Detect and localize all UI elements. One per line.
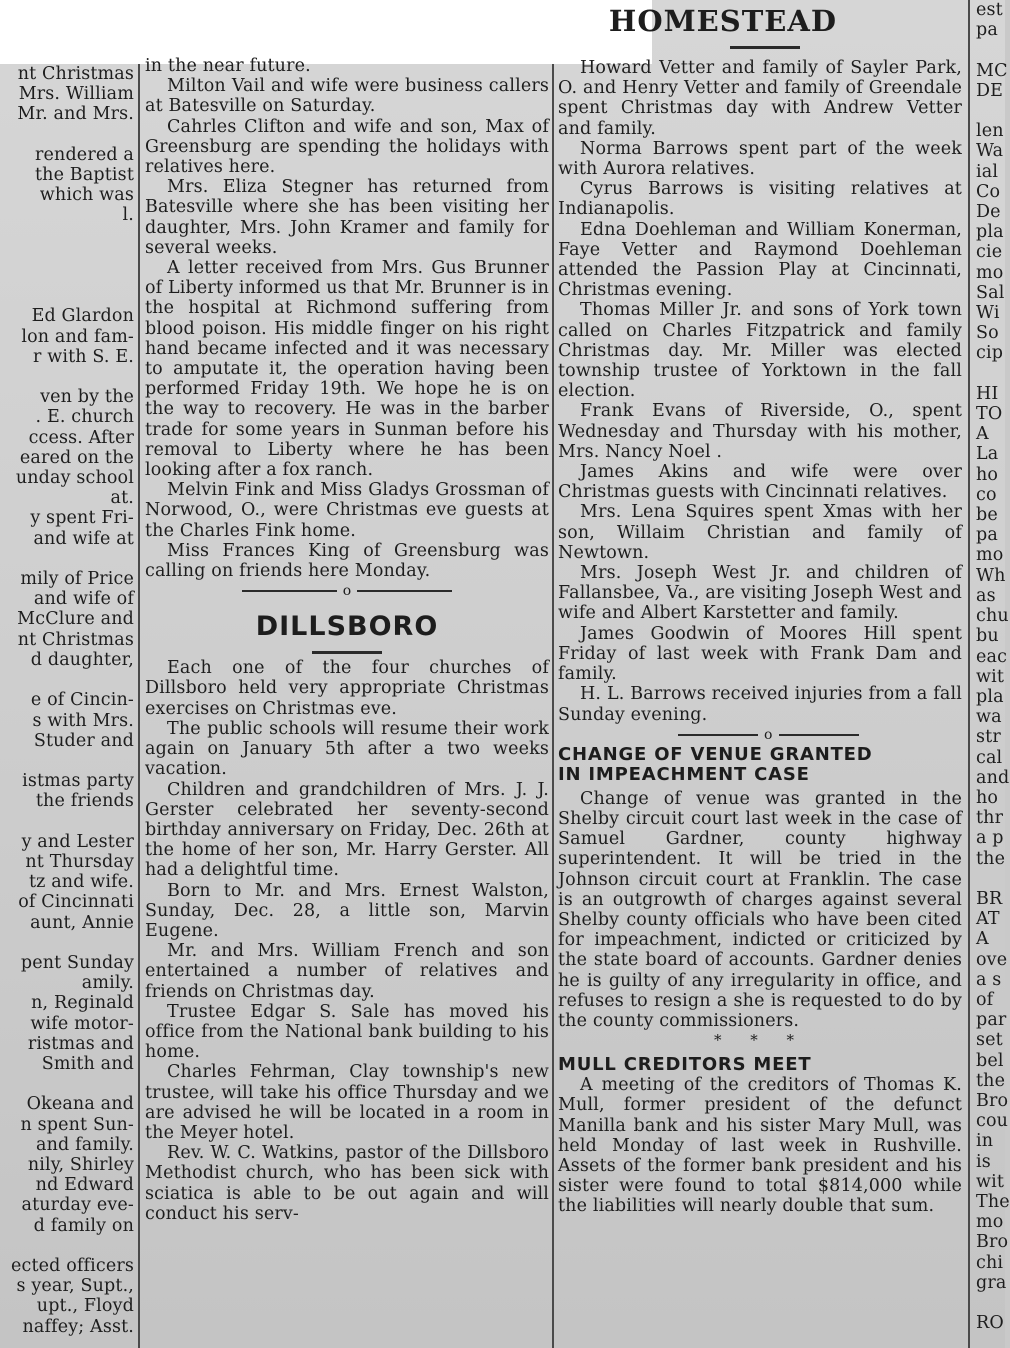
- text-fragment: MC: [976, 60, 1008, 81]
- venue-headline-1: CHANGE OF VENUE GRANTED: [558, 743, 873, 765]
- news-item: Mrs. Lena Squires spent Xmas with her son, Willaim Christian and family of Newtown.: [558, 502, 962, 563]
- text-fragment: lon and fam-: [21, 326, 134, 347]
- text-fragment: a p: [976, 828, 1004, 849]
- text-fragment: [976, 1293, 1005, 1313]
- text-fragment: chu: [976, 606, 1009, 627]
- text-fragment: A: [976, 929, 989, 950]
- local-news-items: [145, 56, 549, 581]
- venue-article-body: Change of venue was granted in the Shelby circuit court last week in the case of Samuel Gardner, county highway superintendent. It will be tried in the Johnson circuit court at Franklin. The case is an outgrowth of charges against several Shelby county officials who have been cited for impeachment, indicted or criticized by the state board of accounts. Gardner denies he is guilty of any irregularity in office, and refuses to resign a she is requested to do by the county commissioners.: [558, 788, 962, 1031]
- text-fragment: aturday eve-: [21, 1195, 134, 1216]
- text-fragment: l.: [122, 205, 134, 226]
- text-fragment: [0, 812, 134, 832]
- text-fragment: len: [976, 121, 1004, 142]
- text-fragment: ove: [976, 949, 1008, 970]
- text-fragment: of Cincinnati: [18, 892, 134, 913]
- text-fragment: chi: [976, 1252, 1004, 1273]
- news-item: Charles Fehrman, Clay township's new trustee, will take his office Thursday and we are advised he will be located in a room in the Meyer hotel.: [145, 1062, 549, 1143]
- text-fragment: and wife of: [33, 589, 134, 610]
- heading-underline: [730, 46, 800, 49]
- text-fragment: Okeana and: [26, 1094, 134, 1115]
- text-fragment: str: [976, 727, 1001, 748]
- text-fragment: n, Reginald: [31, 993, 134, 1014]
- text-fragment: The: [976, 1191, 1010, 1212]
- text-fragment: gra: [976, 1272, 1007, 1293]
- text-fragment: in: [976, 1131, 994, 1152]
- news-item: Children and grandchildren of Mrs. J. J. Gerster celebrated her seventy-second birthday anniversary on Friday, Dec. 26th at the home of her son, Mr. Harry Gerster. All had a delightful time.: [145, 779, 549, 881]
- text-fragment: wit: [976, 666, 1005, 687]
- text-fragment: pa: [976, 20, 998, 41]
- text-fragment: ho: [976, 464, 999, 485]
- text-fragment: eac: [976, 646, 1008, 667]
- text-fragment: cou: [976, 1111, 1009, 1132]
- text-fragment: ristmas and: [27, 1033, 134, 1054]
- news-item: Rev. W. C. Watkins, pastor of the Dillsboro Methodist church, who has been sick with sciatica is able to be out again and will conduct his serv-: [145, 1143, 549, 1224]
- column-rule-2: [552, 64, 554, 1348]
- news-item: Thomas Miller Jr. and sons of York town called on Charles Fitzpatrick and family Christmas day. Mr. Miller was elected township trustee of Yorktown in the fall election.: [558, 300, 962, 402]
- text-fragment: wit: [976, 1171, 1005, 1192]
- text-fragment: tz and wife.: [28, 872, 134, 893]
- text-fragment: naffey; Asst.: [22, 1316, 134, 1337]
- text-fragment: [0, 286, 134, 306]
- text-fragment: [0, 1074, 134, 1094]
- text-fragment: and: [976, 767, 1010, 788]
- text-fragment: So: [976, 323, 999, 344]
- news-item: Mrs. Joseph West Jr. and children of Fallansbee, Va., are visiting Joseph West and wife and Albert Karstetter and family.: [558, 563, 962, 624]
- text-fragment: [0, 266, 134, 286]
- text-fragment: pa: [976, 525, 998, 546]
- text-fragment: HI: [976, 383, 999, 404]
- news-item: Melvin Fink and Miss Gladys Grossman of Norwood, O., were Christmas eve guests at the Charles Fink home.: [145, 480, 549, 541]
- text-fragment: par: [976, 1010, 1007, 1031]
- text-fragment: nily, Shirley: [27, 1154, 134, 1175]
- text-fragment: s with Mrs.: [32, 710, 134, 731]
- news-item: The public schools will resume their work again on January 5th after a two weeks vacation.: [145, 718, 549, 780]
- text-fragment: pla: [976, 686, 1004, 707]
- text-fragment: d daughter,: [30, 649, 134, 670]
- text-fragment: ected officers: [10, 1255, 134, 1276]
- news-item: Cahrles Clifton and wife and son, Max of Greensburg are spending the holidays with relatives here.: [145, 116, 549, 178]
- text-fragment: [0, 125, 134, 145]
- text-fragment: De: [976, 202, 1001, 223]
- text-fragment: ven by the: [40, 387, 134, 408]
- news-item: James Goodwin of Moores Hill spent Friday of last week with Frank Dam and family.: [558, 623, 962, 685]
- text-fragment: rendered a: [35, 144, 134, 165]
- text-fragment: [0, 367, 134, 387]
- blank-paper-area: [0, 0, 652, 64]
- text-fragment: Mr. and Mrs.: [17, 104, 134, 125]
- text-fragment: which was: [39, 185, 134, 206]
- text-fragment: bel: [976, 1050, 1004, 1071]
- text-fragment: [0, 933, 134, 953]
- text-fragment: s year, Supt.,: [16, 1276, 134, 1297]
- section-divider: o: [145, 581, 549, 601]
- text-fragment: pla: [976, 222, 1004, 243]
- text-fragment: eared on the: [19, 447, 134, 468]
- text-fragment: Mrs. William: [18, 84, 134, 105]
- text-fragment: at.: [110, 488, 134, 509]
- news-item: Trustee Edgar S. Sale has moved his office from the National bank building to his home.: [145, 1001, 549, 1063]
- text-fragment: [0, 670, 134, 690]
- news-item: Each one of the four churches of Dillsboro held very appropriate Christmas exercises on Christmas eve.: [145, 658, 549, 719]
- text-fragment: cip: [976, 343, 1004, 364]
- mull-article-body: A meeting of the creditors of Thomas K. Mull, former president of the defunct Manilla bank and his sister Mary Mull, was held Monday of last week in Rushville. Assets of the former bank president and his sister were found to total $814,000 while the liabilities will nearly double that sum.: [558, 1075, 962, 1217]
- text-fragment: cie: [976, 242, 1003, 263]
- text-fragment: d family on: [33, 1215, 134, 1236]
- text-fragment: wa: [976, 707, 1002, 728]
- news-item: Milton Vail and wife were business callers at Batesville on Saturday.: [145, 76, 549, 117]
- news-item: Mr. and Mrs. William French and son entertained a number of relatives and friends on Christmas day.: [145, 941, 549, 1002]
- text-fragment: mo: [976, 1212, 1004, 1233]
- column-left-fragment: [0, 64, 134, 1348]
- news-item: Mrs. Eliza Stegner has returned from Batesville where she has been visiting her daughter, Mrs. John Kramer and family for several weeks.: [145, 177, 549, 258]
- text-fragment: [0, 246, 134, 266]
- text-fragment: Sal: [976, 282, 1005, 303]
- text-fragment: and wife at: [33, 528, 134, 549]
- text-fragment: Bro: [976, 1232, 1009, 1253]
- text-fragment: n spent Sun-: [20, 1114, 134, 1135]
- news-item: Frank Evans of Riverside, O., spent Wednesday and Thursday with his mother, Mrs. Nancy Noel .: [558, 401, 962, 462]
- text-fragment: [0, 1236, 134, 1256]
- news-item: A letter received from Mrs. Gus Brunner of Liberty informed us that Mr. Brunner is in the hospital at Richmond suffering from blood poison. His middle finger on his right hand became infected and it was necessary to amputate it, the operation having been performed Friday 19th. We hope he is on the way to recovery. He was in the barber trade for some years in Sunman before his removal to Liberty where he has been looking after a fox ranch.: [145, 258, 549, 481]
- text-fragment: thr: [976, 808, 1004, 829]
- dillsboro-heading: DILLSBORO: [255, 611, 439, 643]
- text-fragment: the friends: [35, 791, 134, 812]
- news-item: in the near future.: [145, 56, 311, 76]
- homestead-heading: HOMESTEAD: [608, 4, 838, 38]
- news-item: Edna Doehleman and William Konerman, Faye Vetter and Raymond Doehleman attended the Passion Play at Cincinnati, Christmas evening.: [558, 219, 962, 301]
- text-fragment: wife motor-: [30, 1013, 134, 1034]
- text-fragment: aunt, Annie: [30, 912, 134, 933]
- text-fragment: Co: [976, 181, 1001, 202]
- text-fragment: Ed Glardon: [31, 306, 134, 327]
- dillsboro-news-items: [145, 658, 549, 1224]
- column-rule-1: [138, 64, 140, 1348]
- text-fragment: Wh: [976, 565, 1006, 586]
- news-item: Miss Frances King of Greensburg was calling on friends here Monday.: [145, 540, 549, 582]
- column-right-fragment: [976, 0, 1010, 1348]
- text-fragment: mily of Price: [20, 569, 134, 590]
- news-item: Norma Barrows spent part of the week with Aurora relatives.: [558, 138, 962, 180]
- text-fragment: Bro: [976, 1090, 1009, 1111]
- text-fragment: be: [976, 505, 998, 526]
- text-fragment: the: [976, 848, 1006, 869]
- text-fragment: nd Edward: [35, 1175, 134, 1196]
- news-item: James Akins and wife were over Christmas guests with Cincinnati relatives.: [558, 462, 962, 503]
- venue-headline-2: IN IMPEACHMENT CASE: [558, 763, 810, 785]
- text-fragment: and family.: [36, 1134, 134, 1155]
- text-fragment: bu: [976, 626, 999, 647]
- news-item: Cyrus Barrows is visiting relatives at Indianapolis.: [558, 179, 962, 220]
- text-fragment: the Baptist: [34, 165, 134, 186]
- text-fragment: e of Cincin-: [30, 690, 134, 711]
- section-divider: o: [678, 725, 962, 745]
- text-fragment: ccess. After: [28, 427, 134, 448]
- text-fragment: r with S. E.: [33, 346, 134, 367]
- text-fragment: y and Lester: [21, 831, 134, 852]
- text-fragment: RO: [976, 1313, 1004, 1334]
- text-fragment: mo: [976, 262, 1004, 283]
- text-fragment: BR: [976, 888, 1003, 909]
- text-fragment: Wi: [976, 303, 1000, 324]
- text-fragment: of: [976, 989, 994, 1010]
- text-fragment: y spent Fri-: [30, 508, 134, 529]
- text-fragment: Wa: [976, 141, 1004, 162]
- text-fragment: est: [976, 0, 1003, 20]
- mull-headline: MULL CREDITORS MEET: [558, 1054, 812, 1076]
- text-fragment: upt., Floyd: [36, 1296, 134, 1317]
- homestead-news-items: [558, 58, 962, 725]
- text-fragment: a s: [976, 969, 1002, 990]
- text-fragment: is: [976, 1151, 991, 1172]
- text-fragment: nt Christmas: [17, 629, 134, 650]
- text-fragment: the: [976, 1070, 1006, 1091]
- column-homestead: [558, 58, 962, 1348]
- text-fragment: cal: [976, 747, 1003, 768]
- text-fragment: Studer and: [33, 730, 134, 751]
- text-fragment: ho: [976, 787, 999, 808]
- text-fragment: [0, 226, 134, 246]
- text-fragment: DE: [976, 80, 1004, 101]
- text-fragment: [0, 549, 134, 569]
- text-fragment: ial: [976, 161, 999, 182]
- text-fragment: set: [976, 1030, 1003, 1051]
- column-rule-3: [968, 0, 970, 1348]
- text-fragment: amily.: [81, 973, 134, 994]
- text-fragment: [976, 101, 1005, 121]
- news-item: Born to Mr. and Mrs. Ernest Walston, Sunday, Dec. 28, a little son, Marvin Eugene.: [145, 880, 549, 941]
- text-fragment: unday school: [15, 468, 134, 489]
- text-fragment: Smith and: [41, 1053, 134, 1074]
- text-fragment: pent Sunday: [20, 952, 134, 973]
- text-fragment: McClure and: [17, 609, 134, 630]
- section-stars: * * *: [713, 1031, 807, 1050]
- text-fragment: TO: [976, 404, 1003, 425]
- column-news-brief: [145, 56, 549, 1348]
- text-fragment: [976, 869, 1005, 889]
- text-fragment: as: [976, 585, 996, 606]
- news-item: Howard Vetter and family of Sayler Park, O. and Henry Vetter and family of Greendale spent Christmas day with Andrew Vetter and family.: [558, 58, 962, 139]
- text-fragment: AT: [976, 909, 1000, 930]
- text-fragment: . E. church: [35, 407, 134, 428]
- text-fragment: A: [976, 424, 989, 445]
- text-fragment: [976, 364, 1005, 384]
- text-fragment: istmas party: [22, 771, 134, 792]
- news-item: H. L. Barrows received injuries from a fall Sunday evening.: [558, 684, 962, 725]
- text-fragment: nt Christmas: [17, 64, 134, 84]
- heading-underline: [312, 651, 382, 654]
- text-fragment: nt Thursday: [25, 851, 134, 872]
- text-fragment: [976, 40, 1005, 60]
- text-fragment: co: [976, 484, 997, 505]
- text-fragment: [0, 751, 134, 771]
- text-fragment: mo: [976, 545, 1004, 566]
- text-fragment: La: [976, 444, 999, 465]
